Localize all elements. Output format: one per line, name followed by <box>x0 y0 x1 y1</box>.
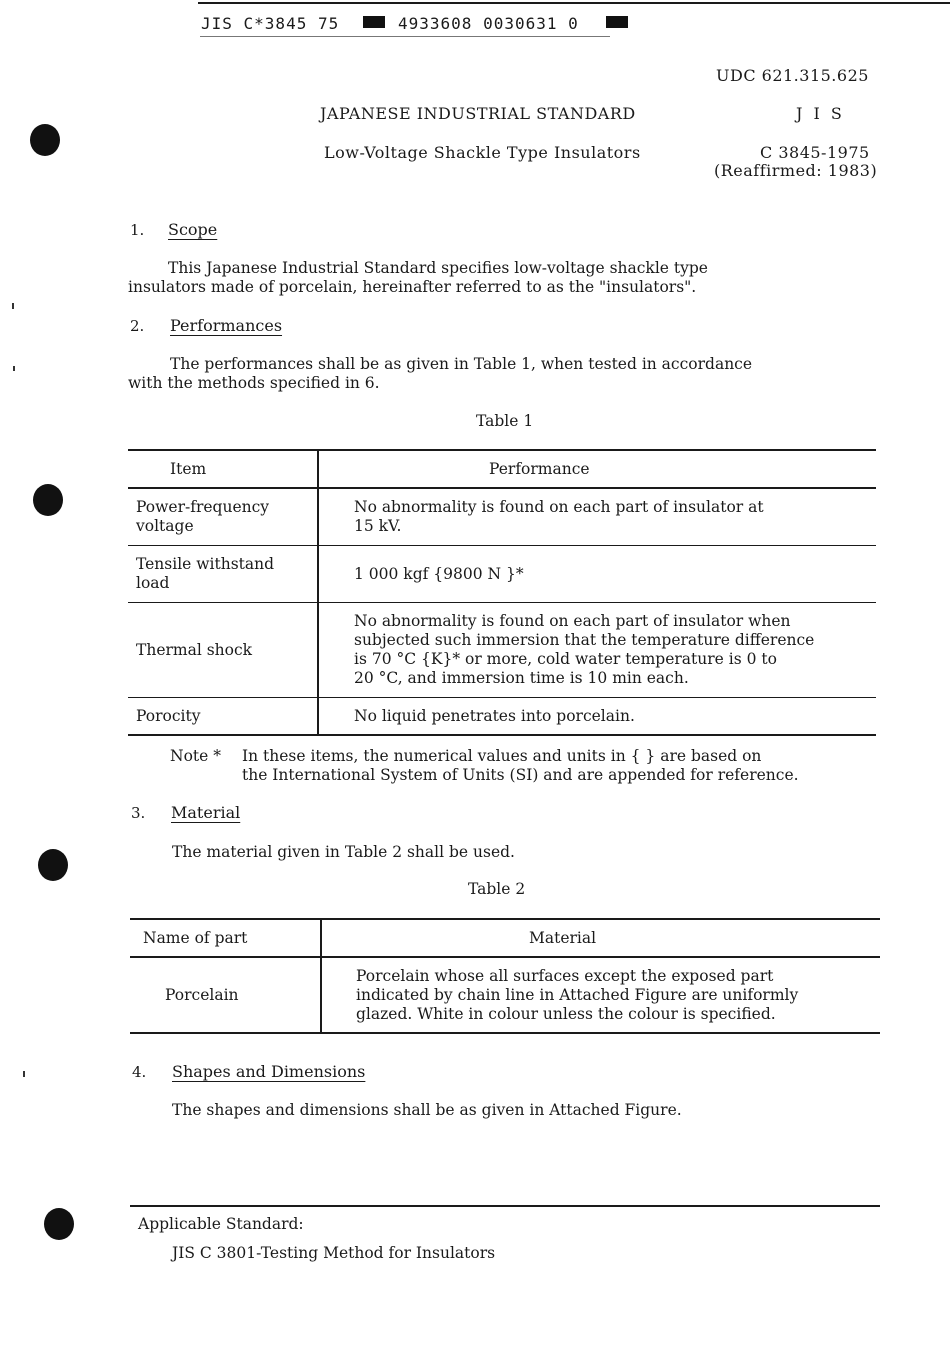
scan-header-number: 4933608 0030631 0 <box>398 14 579 33</box>
table-2-header-material: Material <box>529 929 597 947</box>
table-1-caption: Table 1 <box>476 412 534 430</box>
table-2-header-row <box>130 919 880 957</box>
scan-speck <box>23 1071 25 1077</box>
table-1-header-row <box>128 450 876 488</box>
table-1-item-cell <box>128 602 318 697</box>
section-4-text: The shapes and dimensions shall be as given in Attached Figure. <box>172 1101 682 1119</box>
punch-hole <box>33 484 63 516</box>
table-2-part-cell <box>130 957 321 1033</box>
cell-line: voltage <box>136 516 194 535</box>
section-2-text-line-2: with the methods specified in 6. <box>128 374 380 392</box>
table-2-header-part: Name of part <box>130 919 321 957</box>
table-1-note-line-1: In these items, the numerical values and units in { } are based on <box>242 747 762 765</box>
section-3-title: Material <box>171 803 241 822</box>
table-1-note-line-2: the International System of Units (SI) and are appended for reference. <box>242 766 799 784</box>
section-1-number: 1. <box>130 221 145 239</box>
cell-line: Thermal shock <box>136 640 253 659</box>
table-row <box>128 545 876 602</box>
table-1-performance-cell <box>318 697 876 735</box>
section-3-number: 3. <box>131 804 146 822</box>
jis-label: J I S <box>796 104 845 123</box>
table-row <box>130 957 880 1033</box>
table-1-header-item: Item <box>128 450 318 488</box>
cell-line: No abnormality is found on each part of insulator at <box>354 497 764 516</box>
table-1-performance-cell <box>318 488 876 545</box>
table-1-item-cell <box>128 545 318 602</box>
section-1-text-line-1: This Japanese Industrial Standard specifies low-voltage shackle type <box>168 259 708 277</box>
table-1-item-cell <box>128 488 318 545</box>
cell-line: 20 °C, and immersion time is 10 min each. <box>354 668 689 687</box>
punch-hole <box>30 124 60 156</box>
section-3-text: The material given in Table 2 shall be used. <box>172 843 515 861</box>
scan-speck <box>13 366 15 371</box>
cell-line: No liquid penetrates into porcelain. <box>354 706 635 725</box>
section-4-number: 4. <box>132 1063 147 1081</box>
table-1-performance-cell <box>318 602 876 697</box>
cell-line: 15 kV. <box>354 516 402 535</box>
cell-line: load <box>136 573 170 592</box>
table-row <box>128 488 876 545</box>
standard-number: C 3845-1975 <box>760 143 870 162</box>
footer-divider <box>130 1205 880 1207</box>
table-1-note-label: Note * <box>170 747 221 765</box>
table-1-item-cell <box>128 697 318 735</box>
section-2-title: Performances <box>170 316 283 335</box>
scan-header-code: JIS C*3845 75 <box>201 14 340 33</box>
table-2 <box>130 918 880 1034</box>
section-1-title: Scope <box>168 220 218 239</box>
scan-speck <box>12 303 14 309</box>
top-scan-line <box>198 2 950 4</box>
cell-line: subjected such immersion that the temperature difference <box>354 630 815 649</box>
udc-number: UDC 621.315.625 <box>716 66 869 85</box>
cell-line: Tensile withstand <box>136 554 275 573</box>
table-row <box>128 602 876 697</box>
scan-block-1 <box>363 16 385 28</box>
punch-hole <box>44 1208 74 1240</box>
cell-line: Porcelain whose all surfaces except the exposed part <box>356 966 774 985</box>
reaffirmed-year: (Reaffirmed: 1983) <box>714 161 878 180</box>
cell-line: No abnormality is found on each part of insulator when <box>354 611 791 630</box>
applicable-standard-label: Applicable Standard: <box>138 1215 304 1233</box>
cell-line: 1 000 kgf {9800 N }* <box>354 564 524 583</box>
cell-line: Porocity <box>136 706 201 725</box>
scan-block-2 <box>606 16 628 28</box>
page-title: Low-Voltage Shackle Type Insulators <box>324 143 641 162</box>
cell-line: Power-frequency <box>136 497 270 516</box>
table-2-caption: Table 2 <box>468 880 526 898</box>
table-1-performance-cell <box>318 545 876 602</box>
section-1-text-line-2: insulators made of porcelain, hereinafter referred to as the "insulators". <box>128 278 697 296</box>
section-2-text-line-1: The performances shall be as given in Table 1, when tested in accordance <box>170 355 753 373</box>
cell-line: indicated by chain line in Attached Figure are uniformly <box>356 985 799 1004</box>
cell-line: Porcelain <box>165 986 239 1004</box>
standard-org: JAPANESE INDUSTRIAL STANDARD <box>320 104 636 123</box>
table-1 <box>128 449 876 736</box>
section-2-number: 2. <box>130 317 145 335</box>
table-2-material-cell <box>321 957 880 1033</box>
punch-hole <box>38 849 68 881</box>
table-1-header-performance: Performance <box>489 460 590 478</box>
cell-line: is 70 °C {K}* or more, cold water temperature is 0 to <box>354 649 777 668</box>
cell-line: glazed. White in colour unless the colour is specified. <box>356 1004 776 1023</box>
scan-underline <box>200 36 610 37</box>
applicable-standard-item: JIS C 3801-Testing Method for Insulators <box>172 1244 496 1262</box>
section-4-title: Shapes and Dimensions <box>172 1062 366 1081</box>
table-row <box>128 697 876 735</box>
